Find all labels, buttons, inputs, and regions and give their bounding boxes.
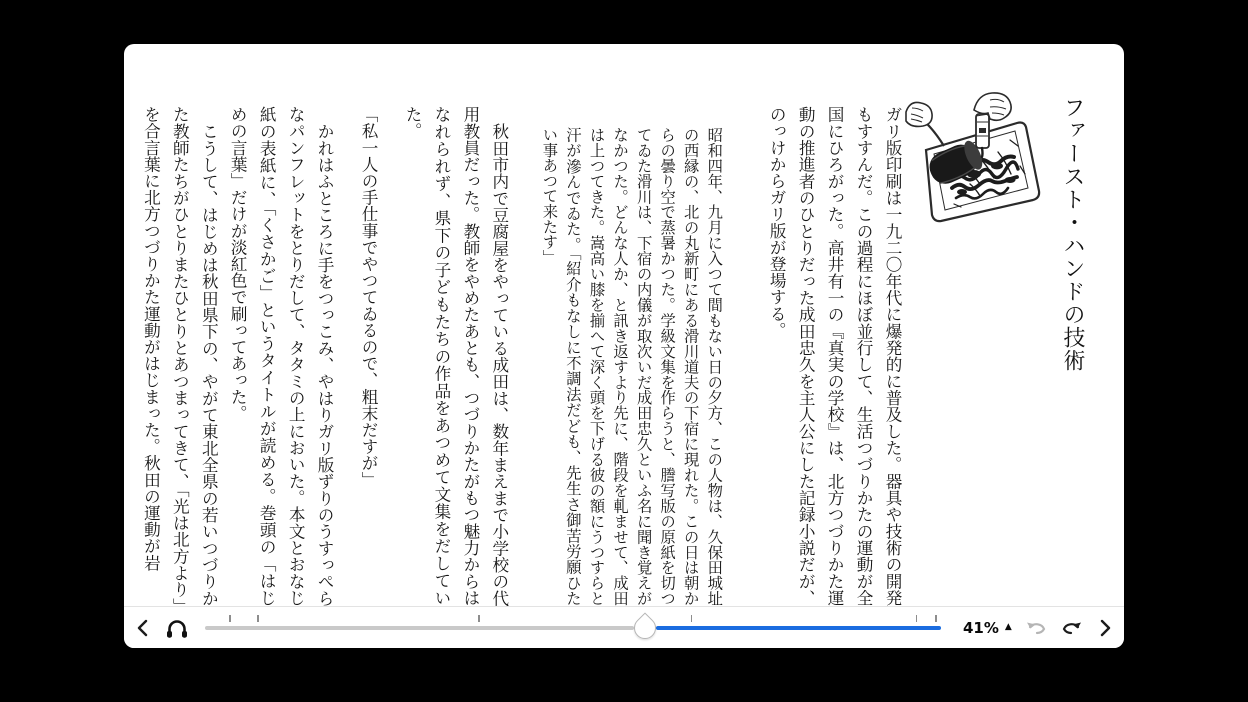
chapter-tick-mark <box>691 615 693 622</box>
chapter-tick-mark <box>916 615 918 622</box>
dialogue-line: 「私一人の手仕事でやつてゐるので、粗末だすが」 <box>359 106 379 488</box>
chevron-left-icon <box>135 619 151 637</box>
book-page <box>124 44 1124 648</box>
headphones-icon <box>166 617 188 638</box>
progress-slider[interactable] <box>205 607 941 648</box>
progress-track-unread[interactable] <box>205 626 634 630</box>
mimeograph-illustration <box>902 88 1044 226</box>
progress-slider-thumb[interactable] <box>630 612 661 643</box>
body-paragraph: こうして、はじめは秋田県下の、やがて東北全県の若いつづりかた教師たちがひとりまたひとりとあつまってきて、「光は北方より」を合言葉に北方つづりかた運動がはじまった。秋田の運動が岩 <box>141 106 219 606</box>
caret-up-icon: ▲ <box>1004 622 1012 632</box>
quote-paragraph: 昭和四年、九月に入つて間もない日の夕方、この人物は、久保田城址の西縁の、北の丸新町にある滑川道夫の下宿に現れた。この日は朝からの曇り空で蒸暑かつた。学級文集を作らうと、謄写版の原紙を切つてゐた滑川は、下宿の内儀が取次いだ成田忠久といふ名に聞き覚えがなかつた。どんな人か、と訊き返すより先に、階段を軋ませて、成田は上つてきた。嵩高い膝を揃へて深く頭を下げる彼の額にうつすらと汗が滲んでゐた。「紹介もなしに不調法だども、先生さ御苦労願ひたい事あつて来たす」 <box>540 127 724 606</box>
chapter-tick-mark <box>229 615 231 622</box>
chapter-tick-mark <box>257 615 259 622</box>
mimeograph-illustration-svg <box>902 88 1044 226</box>
progress-percent-button[interactable] <box>957 618 1018 638</box>
body-paragraph: ガリ版印刷は一九二〇年代に爆発的に普及した。器具や技術の開発もすすんだ。この過程にほぼ並行して、生活つづりかたの運動が全国にひろがった。高井有一の『真実の学校』は、北方つづりかた運動の推進者のひとりだった成田忠久を主人公にした記録小説だが、のっけからガリ版が登場する。 <box>767 106 902 606</box>
chapter-tick-mark <box>478 615 480 622</box>
undo-page-jump-button[interactable] <box>1022 615 1052 641</box>
chevron-right-icon <box>1097 619 1113 637</box>
text-to-speech-button[interactable] <box>162 613 192 642</box>
chapter-title: ファースト・ハンドの技術 <box>1060 96 1085 372</box>
previous-page-button[interactable] <box>131 615 155 641</box>
body-paragraph: かれはふところに手をつっこみ、やはりガリ版ずりのうすっぺらなパンフレットをとりだして、タタミの上においた。本文とおなじ紙の表紙に、「くさかご」というタイトルが読める。巻頭の「はじめの言葉」だけが淡紅色で刷ってあった。 <box>228 106 335 606</box>
redo-arrow-icon <box>1060 619 1082 637</box>
body-paragraph: 秋田市内で豆腐屋をやっている成田は、数年まえまで小学校の代用教員だった。教師をやめたあとも、つづりかたがもつ魅力からはなれられず、県下の子どもたちの作品をあつめて文集をだしていた。 <box>403 106 509 606</box>
progress-track-read[interactable] <box>656 626 941 630</box>
next-page-button[interactable] <box>1093 615 1117 641</box>
reader-control-bar <box>124 606 1124 648</box>
progress-percent-label: 41% <box>963 618 999 637</box>
redo-page-jump-button[interactable] <box>1056 615 1086 641</box>
body-text <box>141 106 906 606</box>
chapter-tick-mark <box>935 615 937 622</box>
undo-arrow-icon <box>1026 619 1048 637</box>
